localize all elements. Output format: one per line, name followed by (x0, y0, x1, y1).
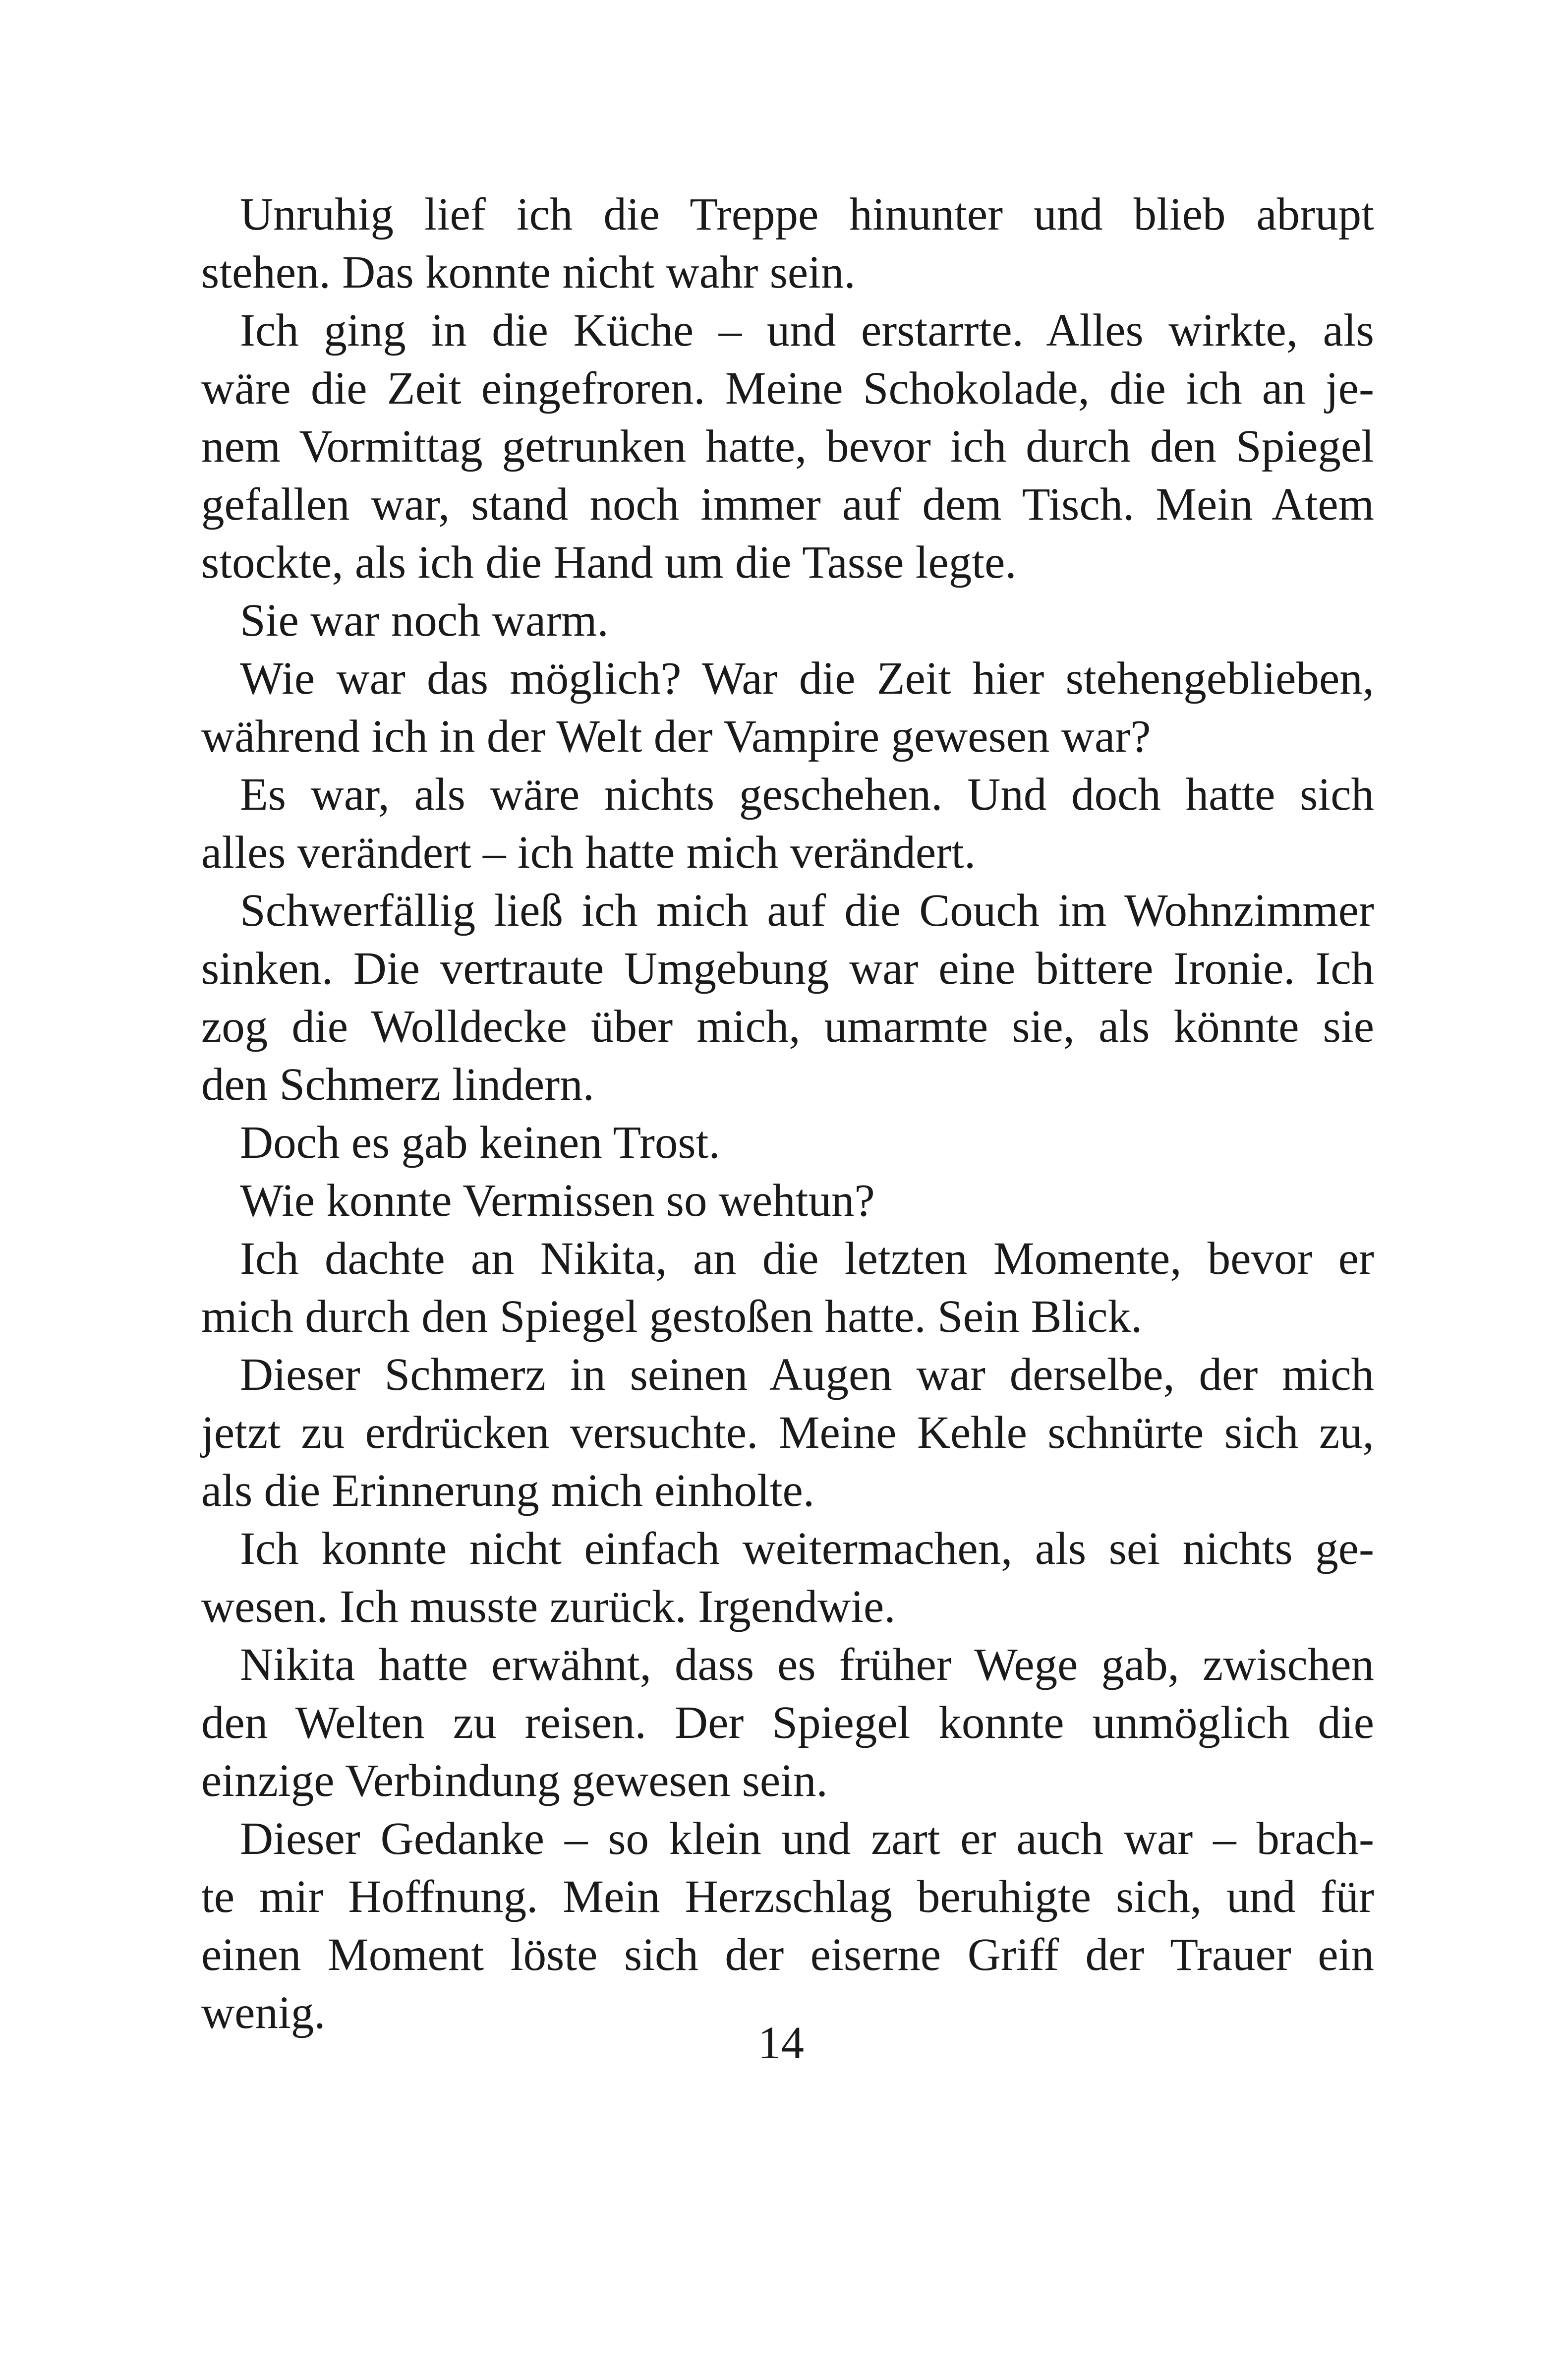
text-line: stockte, als ich die Hand um die Tasse legte. (201, 537, 1017, 588)
text-line: nem Vormittag getrunken hatte, bevor ich durch den Spiegel (201, 421, 1374, 472)
page-number: 14 (758, 2018, 804, 2069)
text-line: wesen. Ich musste zurück. Irgendwie. (201, 1581, 896, 1632)
text-line: den Welten zu reisen. Der Spiegel konnte unmöglich die (201, 1697, 1374, 1748)
body-text (201, 185, 1374, 2042)
text-line: Wie konnte Vermissen so wehtun? (240, 1175, 875, 1226)
text-line: während ich in der Welt der Vampire gewesen war? (201, 711, 1151, 762)
text-line: stehen. Das konnte nicht wahr sein. (201, 247, 856, 298)
paragraph (201, 1172, 1374, 1230)
text-line: den Schmerz lindern. (201, 1059, 594, 1110)
paragraph (201, 650, 1374, 766)
text-line: wenig. (201, 1987, 326, 2038)
text-line: alles verändert – ich hatte mich verändert. (201, 827, 976, 878)
paragraph (201, 1636, 1374, 1810)
text-line: te mir Hoffnung. Mein Herzschlag beruhigte sich, und für (201, 1871, 1374, 1922)
text-line: wäre die Zeit eingefroren. Meine Schokolade, die ich an je- (201, 363, 1374, 414)
paragraph (201, 1346, 1374, 1520)
text-line: sinken. Die vertraute Umgebung war eine bittere Ironie. Ich (201, 943, 1374, 994)
paragraph (201, 882, 1374, 1114)
text-line: zog die Wolldecke über mich, umarmte sie, als könnte sie (201, 1001, 1374, 1052)
text-line: Ich ging in die Küche – und erstarrte. Alles wirkte, als (240, 305, 1374, 356)
text-line: Ich konnte nicht einfach weitermachen, als sei nichts ge- (240, 1523, 1374, 1574)
paragraph (201, 1520, 1374, 1636)
paragraph (201, 1114, 1374, 1172)
text-line: Sie war noch warm. (240, 595, 609, 646)
text-line: gefallen war, stand noch immer auf dem Tisch. Mein Atem (201, 479, 1374, 530)
paragraph (201, 301, 1374, 592)
paragraph (201, 1810, 1374, 2042)
text-line: Dieser Schmerz in seinen Augen war derselbe, der mich (240, 1349, 1374, 1400)
text-line: jetzt zu erdrücken versuchte. Meine Kehle schnürte sich zu, (201, 1407, 1374, 1458)
paragraph (201, 1230, 1374, 1346)
text-line: mich durch den Spiegel gestoßen hatte. Sein Blick. (201, 1291, 1143, 1342)
text-line: als die Erinnerung mich einholte. (201, 1465, 815, 1516)
text-line: Es war, als wäre nichts geschehen. Und doch hatte sich (240, 769, 1374, 820)
text-line: Unruhig lief ich die Treppe hinunter und blieb abrupt (240, 189, 1374, 240)
text-line: Nikita hatte erwähnt, dass es früher Wege gab, zwischen (240, 1639, 1374, 1690)
text-line: Ich dachte an Nikita, an die letzten Momente, bevor er (240, 1233, 1374, 1284)
paragraph (201, 766, 1374, 882)
text-line: Dieser Gedanke – so klein und zart er auch war – brach- (240, 1813, 1374, 1864)
text-line: einzige Verbindung gewesen sein. (201, 1755, 828, 1806)
text-line: einen Moment löste sich der eiserne Griff der Trauer ein (201, 1929, 1374, 1980)
text-line: Wie war das möglich? War die Zeit hier stehengeblieben, (240, 653, 1374, 704)
paragraph (201, 592, 1374, 650)
text-line: Doch es gab keinen Trost. (240, 1117, 720, 1168)
text-line: Schwerfällig ließ ich mich auf die Couch im Wohnzimmer (240, 885, 1374, 936)
paragraph (201, 185, 1374, 301)
